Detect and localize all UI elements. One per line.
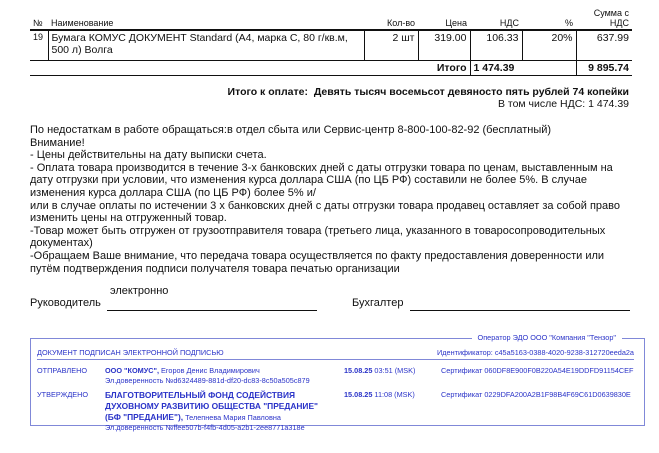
- col-num: №: [33, 18, 43, 28]
- head-line: [107, 310, 317, 311]
- accountant-line: [410, 310, 630, 311]
- col-price: Цена: [445, 18, 467, 28]
- approved-date: [344, 390, 415, 399]
- total-vat: 1 474.39: [470, 60, 576, 75]
- time: 11:08 (MSK): [372, 390, 415, 399]
- col-pct: %: [564, 18, 573, 28]
- sent-date: [344, 366, 415, 375]
- edo-operator: Оператор ЭДО ООО "Компания "Тензор": [472, 333, 622, 342]
- row-sum: 637.99: [596, 32, 629, 44]
- edo-stamp: [30, 333, 645, 432]
- col-sum: Сумма с НДС: [593, 8, 629, 28]
- date: 15.08.25: [344, 390, 373, 399]
- total-label: Итого: [30, 60, 470, 75]
- row-name: Бумага КОМУС ДОКУМЕНТ Standard (А4, марка С, 80 г/кв.м, 500 л) Волга: [48, 30, 364, 60]
- approver-poa: Эл.доверенность №ffee507b-f4fb-4d05-a2b1-2ee8771a318e: [105, 423, 305, 432]
- note: -Товар может быть отгружен от грузоотправителя товара (третьего лица, указанного в товаросопроводительных документах): [30, 224, 606, 250]
- row-qty: 2 шт: [364, 30, 418, 60]
- approver: [105, 390, 335, 433]
- total-sum: 9 895.74: [588, 61, 629, 74]
- sender: [105, 366, 325, 386]
- approver-person: Телепнева Мария Павловна: [183, 413, 281, 422]
- note: Внимание!: [30, 136, 85, 149]
- vat-included: В том числе НДС: 1 474.39: [497, 98, 629, 110]
- row-vat: 106.33: [470, 30, 522, 60]
- note: или в случае оплаты по истечении 3 х банковских дней с даты отгрузки товара продавец оставляет за собой право изменить цены на отгруженный товар.: [30, 199, 620, 225]
- to-pay: [228, 86, 629, 98]
- note: -Обращаем Ваше внимание, что передача товара осуществляется по факту предоставления доверенности или путём подтверждения подписи получателя товара печатью организации: [30, 249, 605, 275]
- table-row: [30, 30, 632, 60]
- notes: [30, 124, 630, 275]
- edo-title: ДОКУМЕНТ ПОДПИСАН ЭЛЕКТРОННОЙ ПОДПИСЬЮ: [37, 348, 224, 357]
- accountant-label: Бухгалтер: [352, 297, 404, 309]
- col-name: Наименование: [51, 18, 114, 28]
- approver-cert: Сертификат 0229DFA200A2B1F98B4F69C61D0639830E: [441, 390, 631, 399]
- date: 15.08.25: [344, 366, 373, 375]
- status-sent: ОТПРАВЛЕНО: [37, 366, 88, 375]
- row-pct: 20%: [522, 30, 576, 60]
- to-pay-label: Итого к оплате:: [227, 86, 308, 98]
- status-approved: УТВЕРЖДЕНО: [37, 390, 89, 399]
- col-qty: Кол-во: [387, 18, 415, 28]
- edo-identifier: Идентификатор: c45a5163-0388-4020-9238-312720eeda2a: [437, 348, 634, 357]
- sender-org: ООО "КОМУС",: [105, 366, 160, 375]
- head-signature: электронно: [110, 285, 169, 297]
- head-label: Руководитель: [30, 297, 101, 309]
- time: 03:51 (MSK): [372, 366, 416, 375]
- sender-poa: Эл.доверенность №d6324489-881d-df20-dc83-8c50a505c879: [105, 376, 310, 385]
- to-pay-words: Девять тысяч восемьсот девяносто пять рублей 74 копейки: [313, 86, 629, 98]
- divider: [37, 359, 634, 360]
- col-vat: НДС: [499, 18, 519, 28]
- sender-cert: Сертификат 060DF8E900F0B220A54E19DDFD91154CEF: [441, 366, 634, 375]
- items-table: [30, 8, 632, 76]
- approver-org: БЛАГОТВОРИТЕЛЬНЫЙ ФОНД СОДЕЙСТВИЯ ДУХОВНОМУ РАЗВИТИЮ ОБЩЕСТВА "ПРЕДАНИЕ" (БФ "ПРЕДАНИЕ"),: [105, 390, 319, 422]
- sender-person: Егоров Денис Владимирович: [159, 366, 260, 375]
- note: - Оплата товара производится в течение 3-х банковских дней с даты отгрузки товара по ценам, выставленным на дату отгрузки при условии, что изменения курса доллара США (по ЦБ РФ) составили не более 5%. В случае изменения курса доллара США (по ЦБ РФ) более 5% и/: [30, 161, 613, 199]
- total-row: [30, 60, 632, 75]
- note: - Цены действительны на дату выписки счета.: [30, 149, 267, 162]
- row-num: 19: [30, 30, 48, 60]
- note: По недостаткам в работе обращаться:в отдел сбыта или Сервис-центр 8-800-100-82-92 (бесплатный): [30, 124, 552, 136]
- row-price: 319.00: [418, 30, 470, 60]
